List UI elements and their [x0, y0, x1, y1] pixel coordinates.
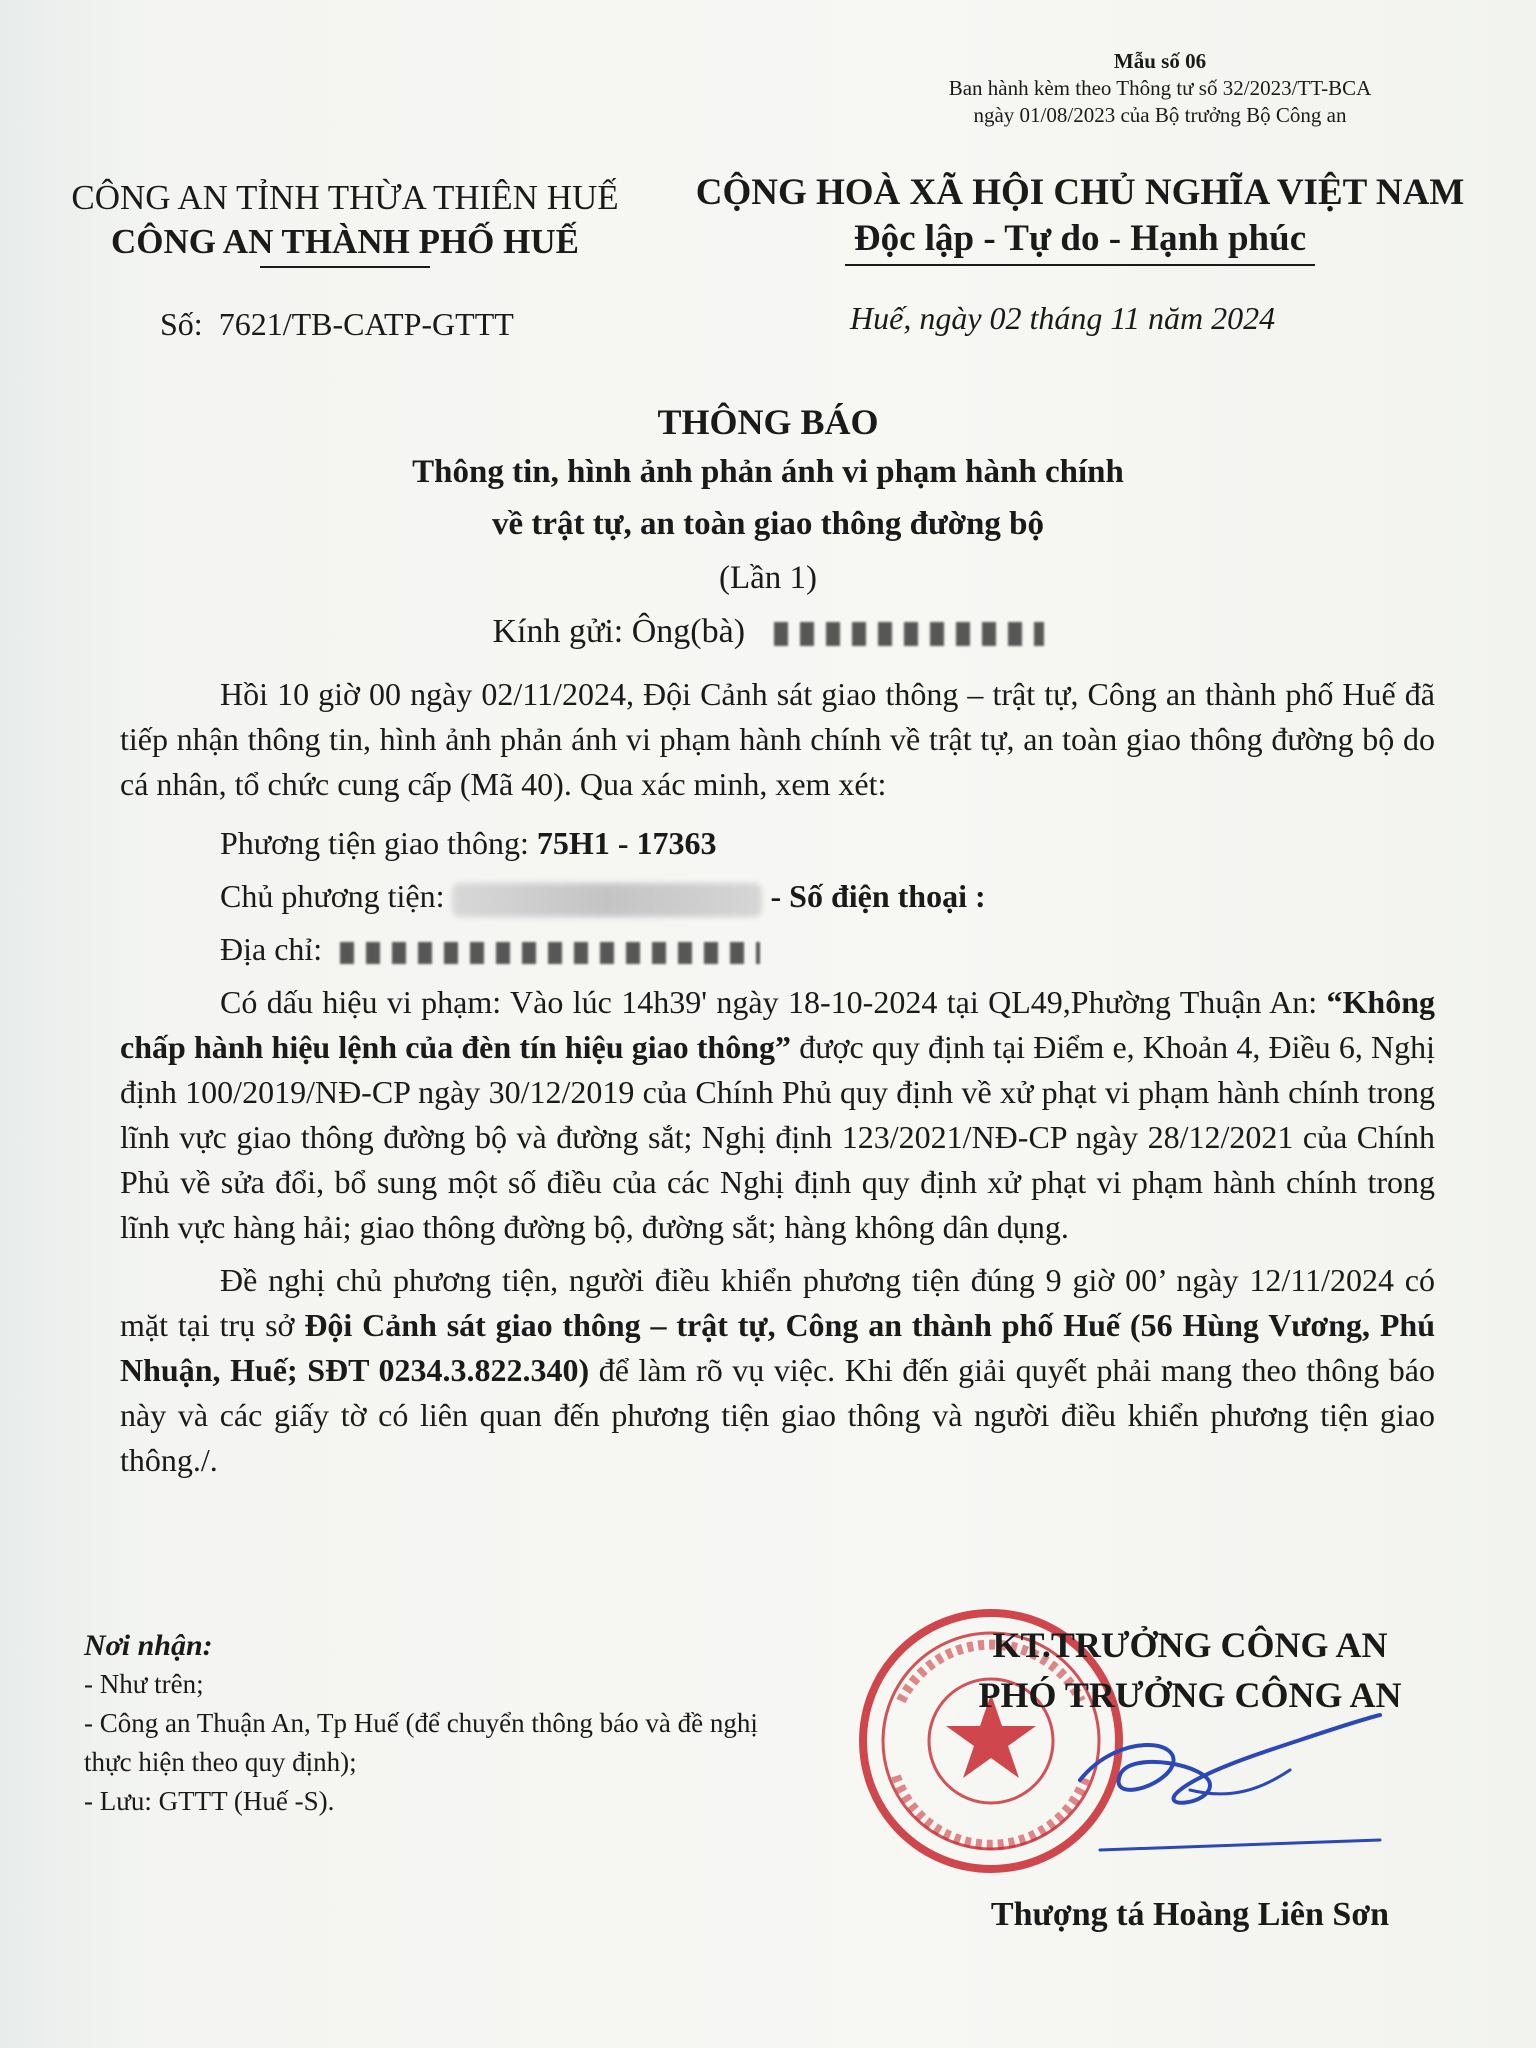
document-title: THÔNG BÁO	[657, 402, 879, 442]
document-number-value: 7621/TB-CATP-GTTT	[218, 306, 514, 342]
agency-name: CÔNG AN THÀNH PHỐ HUẾ	[110, 222, 579, 261]
document-date: Huế, ngày 02 tháng 11 năm 2024	[850, 300, 1276, 336]
request-rest: để làm rõ vụ việc. Khi đến giải quyết phải mang theo thông báo này và các giấy tờ có liên quan đến phương tiện giao thông và người điều khiển phương tiện giao thông./.	[120, 1352, 1435, 1478]
redacted-addressee	[774, 622, 1044, 646]
document-subtitle-2: về trật tự, an toàn giao thông đường bộ	[491, 506, 1044, 542]
issuing-agency	[40, 176, 650, 268]
owner-label: Chủ phương tiện:	[220, 878, 445, 914]
owner-line	[120, 874, 1435, 919]
violation-legal-basis: được quy định tại Điểm e, Khoản 4, Điều 6, Nghị định 100/2019/NĐ-CP ngày 30/12/2019 của Chính Phủ quy định về xử phạt vi phạm hành chính trong lĩnh vực giao thông đường bộ và đường sắt; Nghị định 123/2021/NĐ-CP ngày 28/12/2021 của Chính Phủ về sửa đổi, bổ sung một số điều của các Nghị định quy định xử phạt vi phạm hành chính trong lĩnh vực hàng hải; giao thông đường bộ, đường sắt; hàng không dân dụng.	[120, 1029, 1436, 1245]
notice-iteration: (Lần 1)	[718, 560, 818, 596]
vehicle-label: Phương tiện giao thông:	[220, 825, 529, 861]
violation-description: “Không chấp hành hiệu lệnh của đèn tín hiệu giao thông”	[120, 984, 1436, 1065]
redacted-owner	[452, 883, 762, 917]
addressee-label: Kính gửi: Ông(bà)	[492, 613, 746, 650]
signer-name: Thượng tá Hoàng Liên Sơn	[990, 1896, 1390, 1933]
form-issued-date: ngày 01/08/2023 của Bộ trưởng Bộ Công an	[973, 103, 1347, 127]
national-heading	[690, 170, 1470, 266]
request-paragraph	[120, 1258, 1435, 1483]
motto-underline	[845, 264, 1315, 266]
document-number-label: Số:	[160, 306, 203, 342]
recipients	[84, 1626, 804, 1821]
request-office: Đội Cảnh sát giao thông – trật tự, Công an thành phố Huế (56 Hùng Vương, Phú Nhuận, Huế; SĐT 0234.3.822.340)	[120, 1307, 1436, 1388]
violation-intro: Có dấu hiệu vi phạm: Vào lúc 14h39' ngày 18-10-2024 tại QL49,Phường Thuận An:	[220, 984, 1318, 1020]
request-intro: Đề nghị chủ phương tiện, người điều khiển phương tiện đúng 9 giờ 00’ ngày 12/11/2024 có mặt tại trụ sở	[120, 1262, 1435, 1343]
agency-parent: CÔNG AN TỈNH THỪA THIÊN HUẾ	[71, 178, 619, 217]
address-label: Địa chỉ:	[220, 931, 323, 967]
title-block	[0, 398, 1536, 658]
document-number	[160, 306, 514, 343]
agency-underline	[260, 266, 430, 268]
form-note	[860, 48, 1460, 129]
recipients-heading: Nơi nhận:	[84, 1629, 213, 1662]
violation-paragraph	[120, 980, 1435, 1250]
address-line	[120, 927, 1435, 972]
signer-title-1: KT.TRƯỞNG CÔNG AN	[992, 1625, 1388, 1665]
vehicle-line	[120, 821, 1435, 866]
national-name: CỘNG HOÀ XÃ HỘI CHỦ NGHĨA VIỆT NAM	[695, 172, 1465, 213]
document-subtitle-1: Thông tin, hình ảnh phản ánh vi phạm hành chính	[412, 454, 1124, 490]
reception-paragraph: Hồi 10 giờ 00 ngày 02/11/2024, Đội Cảnh sát giao thông – trật tự, Công an thành phố Huế đã tiếp nhận thông tin, hình ảnh phản ánh vi phạm hành chính về trật tự, an toàn giao thông đường bộ do cá nhân, tổ chức cung cấp (Mã 40). Qua xác minh, xem xét:	[120, 676, 1435, 802]
national-motto: Độc lập - Tự do - Hạnh phúc	[853, 218, 1307, 259]
addressee	[0, 606, 1536, 658]
phone-label: - Số điện thoại :	[770, 878, 986, 914]
recipient-item: - Lưu: GTTT (Huế -S).	[84, 1786, 335, 1816]
recipient-item: - Như trên;	[84, 1669, 204, 1699]
vehicle-plate: 75H1 - 17363	[536, 825, 717, 861]
handwritten-signature-icon	[1060, 1690, 1390, 1860]
recipient-item: - Công an Thuận An, Tp Huế (để chuyển thông báo và đề nghị thực hiện theo quy định);	[84, 1708, 758, 1777]
notice-body	[120, 672, 1435, 1483]
signer-title-2: PHÓ TRƯỞNG CÔNG AN	[978, 1675, 1402, 1715]
form-issued-with: Ban hành kèm theo Thông tư số 32/2023/TT-BCA	[948, 76, 1372, 100]
form-number: Mẫu số 06	[1113, 49, 1207, 73]
redacted-address	[340, 942, 760, 964]
